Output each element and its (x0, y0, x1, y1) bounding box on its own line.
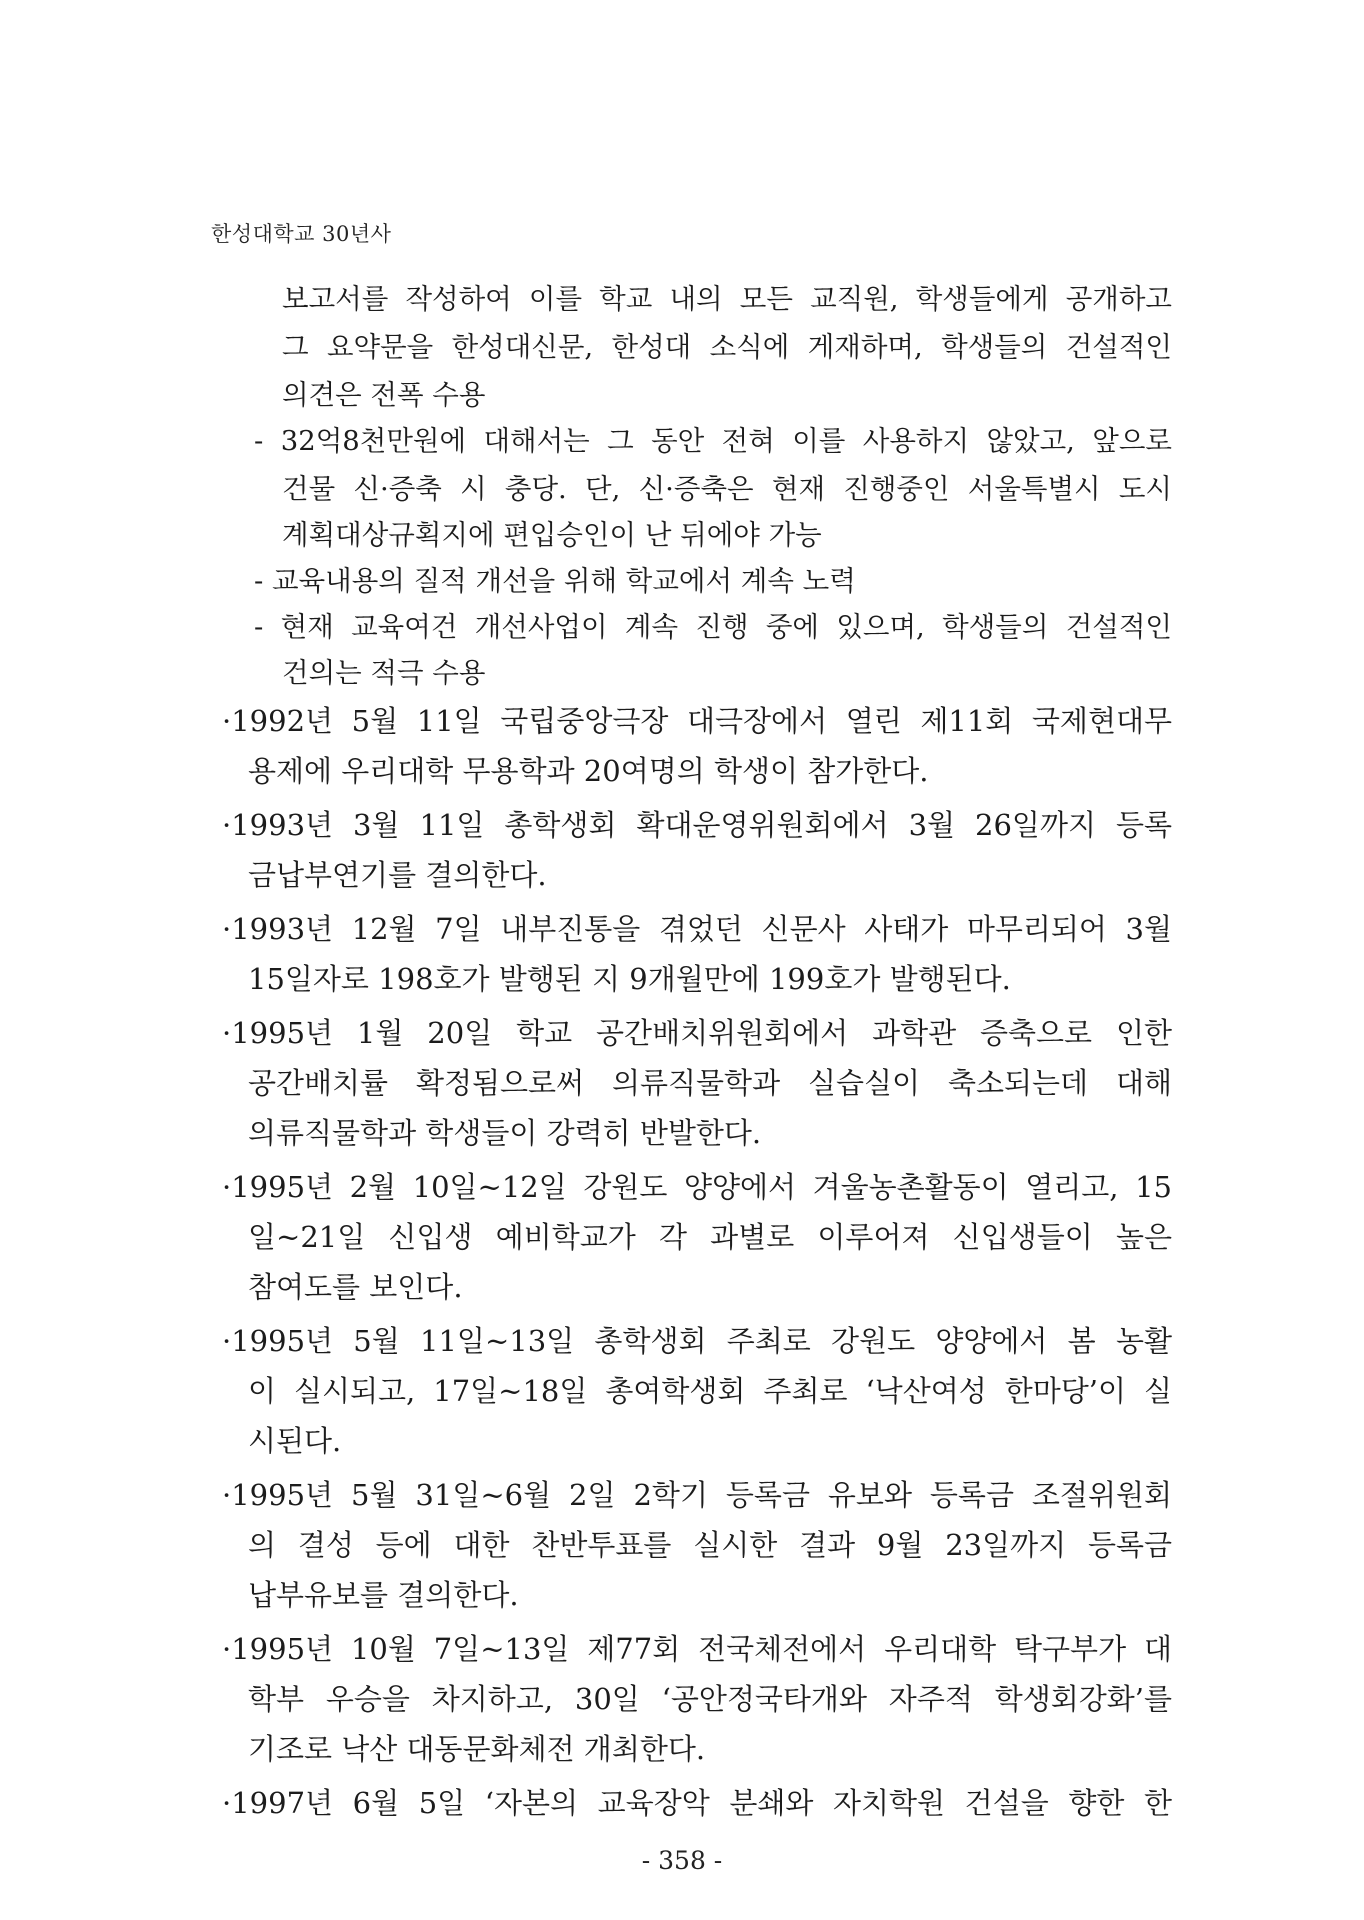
dash-item: - 현재 교육여건 개선사업이 계속 진행 중에 있으며, 학생들의 건설적인 (254, 611, 1172, 643)
text-line: 시된다. (248, 1424, 342, 1458)
bullet-item: ·1995년 5월 11일~13일 총학생회 주최로 강원도 양양에서 봄 농활 (222, 1324, 1172, 1358)
text-line: 의견은 전폭 수용 (282, 379, 486, 411)
bullet-item: ·1995년 1월 20일 학교 공간배치위원회에서 과학관 증축으로 인한 (222, 1016, 1172, 1050)
text-line: 보고서를 작성하여 이를 학교 내의 모든 교직원, 학생들에게 공개하고 (282, 283, 1172, 315)
text-line: 일~21일 신입생 예비학교가 각 과별로 이루어져 신입생들이 높은 (248, 1220, 1172, 1254)
text-line: 의류직물학과 학생들이 강력히 반발한다. (248, 1116, 762, 1150)
text-line: 기조로 낙산 대동문화체전 개최한다. (248, 1732, 706, 1766)
text-line: 이 실시되고, 17일~18일 총여학생회 주최로 ‘낙산여성 한마당’이 실 (248, 1374, 1172, 1408)
text-line: 15일자로 198호가 발행된 지 9개월만에 199호가 발행된다. (248, 962, 1011, 996)
page-number: - 358 - (641, 1846, 723, 1875)
text-line: 의 결성 등에 대한 찬반투표를 실시한 결과 9월 23일까지 등록금 (248, 1528, 1172, 1562)
running-header: 한성대학교 30년사 (211, 222, 392, 246)
bullet-item: ·1995년 10월 7일~13일 제77회 전국체전에서 우리대학 탁구부가 대 (222, 1632, 1172, 1666)
text-line: 금납부연기를 결의한다. (248, 858, 547, 892)
dash-item: - 32억8천만원에 대해서는 그 동안 전혀 이를 사용하지 않았고, 앞으로 (254, 425, 1172, 457)
text-line: 계획대상규획지에 편입승인이 난 뒤에야 가능 (282, 519, 822, 551)
bullet-item: ·1992년 5월 11일 국립중앙극장 대극장에서 열린 제11회 국제현대무 (222, 704, 1172, 738)
text-line: 공간배치률 확정됨으로써 의류직물학과 실습실이 축소되는데 대해 (248, 1066, 1172, 1100)
bullet-item: ·1995년 2월 10일~12일 강원도 양양에서 겨울농촌활동이 열리고, 15 (222, 1170, 1172, 1204)
text-line: 건의는 적극 수용 (282, 657, 486, 689)
text-line: 납부유보를 결의한다. (248, 1578, 519, 1612)
bullet-item: ·1993년 3월 11일 총학생회 확대운영위원회에서 3월 26일까지 등록 (222, 808, 1172, 842)
text-line: 참여도를 보인다. (248, 1270, 463, 1304)
text-line: 건물 신·증축 시 충당. 단, 신·증축은 현재 진행중인 서울특별시 도시 (282, 473, 1172, 505)
text-line: 학부 우승을 차지하고, 30일 ‘공안정국타개와 자주적 학생회강화’를 (248, 1682, 1172, 1716)
bullet-item: ·1995년 5월 31일~6월 2일 2학기 등록금 유보와 등록금 조절위원회 (222, 1478, 1172, 1512)
bullet-item: ·1997년 6월 5일 ‘자본의 교육장악 분쇄와 자치학원 건설을 향한 한 (222, 1786, 1172, 1820)
bullet-item: ·1993년 12월 7일 내부진통을 겪었던 신문사 사태가 마무리되어 3월 (222, 912, 1172, 946)
text-line: 그 요약문을 한성대신문, 한성대 소식에 게재하며, 학생들의 건설적인 (282, 331, 1172, 363)
text-line: 용제에 우리대학 무용학과 20여명의 학생이 참가한다. (248, 754, 929, 788)
dash-item: - 교육내용의 질적 개선을 위해 학교에서 계속 노력 (254, 565, 856, 597)
